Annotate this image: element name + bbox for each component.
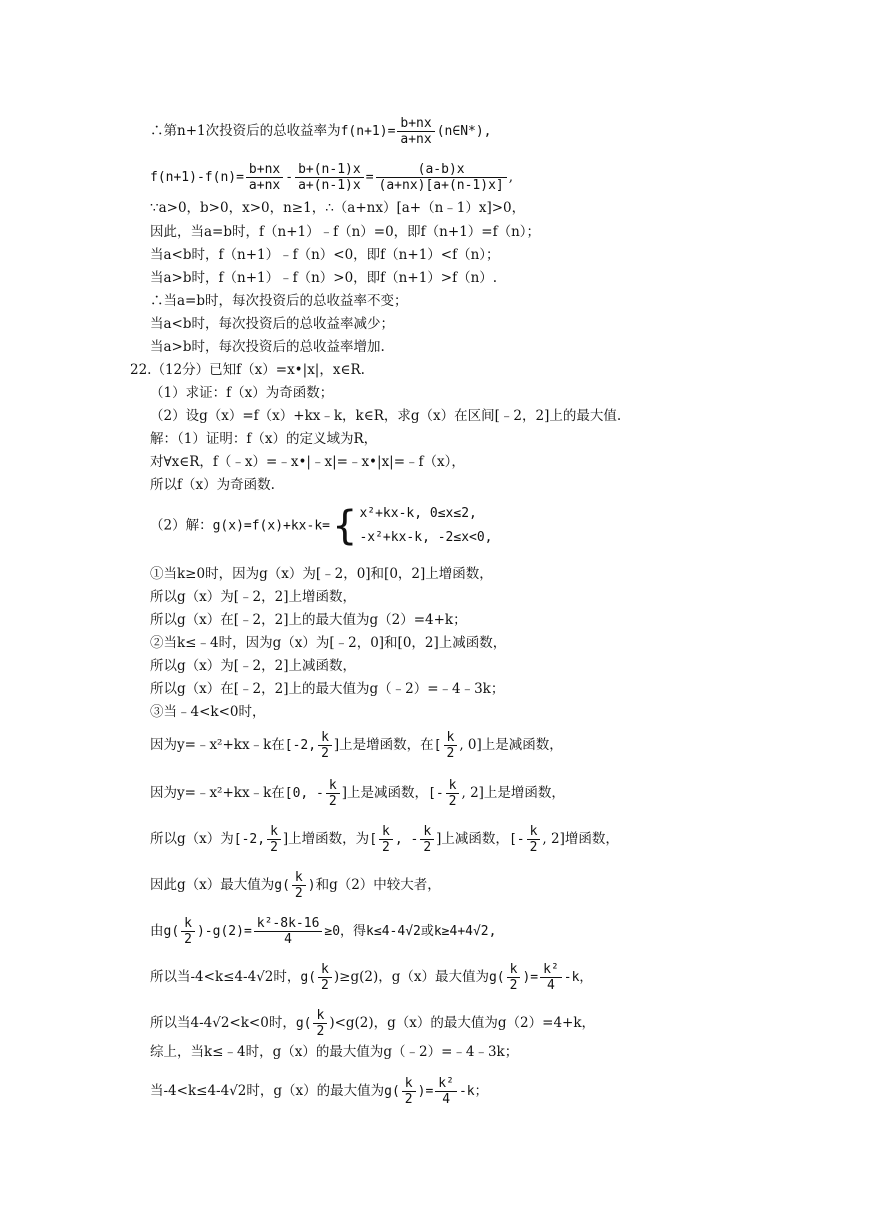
text: ∴第n+1次投资后的总收益率为 xyxy=(150,123,341,139)
text: 由 xyxy=(150,923,164,939)
formula: , - xyxy=(394,832,419,847)
formula: g( xyxy=(163,924,180,939)
text-line: 对∀x∈R，f（﹣x）=﹣x•|﹣x|=﹣x•|x|=﹣f（x）， xyxy=(150,454,465,470)
text-line: （2）设g（x）=f（x）+kx﹣k，k∈R，求g（x）在区间[﹣2，2]上的最大值. xyxy=(150,408,622,424)
text: ]上增函数，为 xyxy=(282,831,370,847)
text-line: 解：（1）证明：f（x）的定义域为R， xyxy=(150,431,378,447)
text-line: 所以g（x）为[﹣2，2]上增函数， xyxy=(150,589,356,605)
text-line xyxy=(150,1008,595,1039)
numerator: b+nx xyxy=(397,116,434,132)
text: （2）解： xyxy=(150,517,213,534)
denominator: 2 xyxy=(423,840,432,855)
fraction xyxy=(295,162,364,193)
case-line: -x²+kx-k, -2≤x<0, xyxy=(359,530,493,545)
fraction xyxy=(376,162,507,193)
fraction xyxy=(318,962,332,993)
numerator: k²-8k-16 xyxy=(254,916,323,932)
formula: g(x)=f(x)+kx-k= xyxy=(212,518,330,534)
text: 因为y=﹣x²+kx﹣k在 xyxy=(150,785,285,801)
text: ]上是增函数，在 xyxy=(333,737,434,753)
numerator: k xyxy=(444,730,458,746)
text: 因为y=﹣x²+kx﹣k在 xyxy=(150,737,285,753)
formula: ≥0，得k≤4-4√2或k≥4+4√2, xyxy=(324,924,497,939)
numerator: k xyxy=(507,962,521,978)
text: )≥g(2)，g（x）最大值为 xyxy=(333,969,489,985)
text-line xyxy=(150,824,619,855)
numerator: k xyxy=(402,1076,416,1092)
formula: (n∈N*), xyxy=(436,124,492,139)
numerator: b+nx xyxy=(246,162,283,178)
denominator: 2 xyxy=(316,1024,325,1039)
fraction xyxy=(527,824,541,855)
numerator: (a-b)x xyxy=(376,162,507,178)
text-line: 当a<b时，每次投资后的总收益率减少； xyxy=(150,316,395,332)
formula: )= xyxy=(522,970,539,985)
fraction xyxy=(446,778,460,809)
text-line xyxy=(150,962,592,993)
denominator: 4 xyxy=(284,932,292,947)
fraction xyxy=(402,1076,416,1107)
text-line: 所以f（x）为奇函数. xyxy=(150,477,275,493)
denominator: a+nx xyxy=(248,178,281,193)
numerator: k xyxy=(313,1008,327,1024)
denominator: 2 xyxy=(509,978,518,993)
text-line xyxy=(150,870,441,901)
numerator: k² xyxy=(540,962,562,978)
piecewise-cases xyxy=(359,502,492,550)
denominator: 2 xyxy=(294,886,303,901)
numerator: k xyxy=(267,824,281,840)
text: 所以g（x）为 xyxy=(150,831,234,847)
numerator: k xyxy=(446,778,460,794)
text-line: 当a>b时，每次投资后的总收益率增加. xyxy=(150,339,385,355)
formula: [ xyxy=(433,738,442,753)
denominator: 2 xyxy=(446,746,455,761)
denominator: a+(n-1)x xyxy=(298,178,361,193)
text: 所以当4-4√2<k<0时， xyxy=(150,1015,296,1031)
text: 当-4<k≤4-4√2时，g（x）的最大值为 xyxy=(150,1083,385,1099)
text: , xyxy=(508,169,514,185)
text-line xyxy=(150,916,496,947)
formula: g( xyxy=(274,878,290,893)
text-line xyxy=(150,502,493,550)
formula: [- xyxy=(508,832,525,847)
fraction xyxy=(313,1008,327,1039)
fraction xyxy=(444,730,458,761)
denominator: 2 xyxy=(529,840,538,855)
text-line xyxy=(150,730,563,761)
formula: g( xyxy=(300,970,317,985)
denominator: 2 xyxy=(404,1092,413,1107)
formula: )= xyxy=(417,1084,434,1099)
formula: g( xyxy=(488,970,505,985)
case-line: x²+kx-k, 0≤x≤2, xyxy=(359,506,477,521)
denominator: 2 xyxy=(184,932,192,947)
text-line: 所以g（x）为[﹣2，2]上减函数， xyxy=(150,658,356,674)
text-line: 当a<b时，f（n+1）﹣f（n）<0，即f（n+1）<f（n）； xyxy=(150,247,500,263)
formula: g( xyxy=(295,1016,312,1031)
formula: [ xyxy=(369,832,378,847)
formula: [-2, xyxy=(233,832,266,847)
formula: -k， xyxy=(563,970,593,985)
formula: ) xyxy=(307,878,316,893)
fraction xyxy=(435,1076,457,1107)
fraction xyxy=(326,778,340,809)
text-line xyxy=(150,778,565,809)
text-line xyxy=(150,162,513,193)
text-line: ③当﹣4<k<0时， xyxy=(150,704,266,720)
text-line: （1）求证：f（x）为奇函数； xyxy=(150,385,334,401)
text-line: 所以g（x）在[﹣2，2]上的最大值为g（﹣2）=﹣4﹣3k； xyxy=(150,681,505,697)
formula: f(n+1)-f(n)= xyxy=(150,170,244,185)
formula: g( xyxy=(384,1084,400,1099)
text: ]上减函数， xyxy=(436,831,509,847)
numerator: k xyxy=(420,824,434,840)
text-line xyxy=(150,1076,488,1107)
text: 所以当-4<k≤4-4√2时， xyxy=(150,969,301,985)
fraction xyxy=(292,870,306,901)
text-line: 当a>b时，f（n+1）﹣f（n）>0，即f（n+1）>f（n）. xyxy=(150,270,498,286)
formula: f(n+1)= xyxy=(340,124,396,139)
denominator: 4 xyxy=(547,978,555,993)
text-line: ∴当a=b时，每次投资后的总收益率不变； xyxy=(150,293,408,309)
text: 因此g（x）最大值为 xyxy=(150,877,275,893)
numerator: k xyxy=(292,870,306,886)
text: , 2]上是增函数， xyxy=(461,785,565,801)
fraction xyxy=(420,824,434,855)
text-line xyxy=(150,116,492,147)
denominator: 2 xyxy=(382,840,390,855)
denominator: 2 xyxy=(321,978,329,993)
numerator: k xyxy=(527,824,541,840)
formula: [- xyxy=(428,786,444,801)
formula: )-g(2)= xyxy=(196,924,252,939)
brace-symbol: { xyxy=(332,503,358,549)
numerator: k xyxy=(326,778,340,794)
operator: - xyxy=(285,170,294,185)
formula: [0, - xyxy=(284,786,324,801)
text: 和g（2）中较大者， xyxy=(315,877,441,893)
text: )<g(2)，g（x）的最大值为g（2）=4+k， xyxy=(329,1015,596,1031)
text: , 0]上是减函数， xyxy=(459,737,563,753)
denominator: a+nx xyxy=(400,132,432,147)
formula: -k； xyxy=(458,1084,488,1099)
fraction xyxy=(318,730,332,761)
text: ]上是减函数， xyxy=(341,785,428,801)
numerator: k xyxy=(379,824,393,840)
formula: [-2, xyxy=(284,738,317,753)
text-line: ∵a>0，b>0，x>0，n≥1，∴（a+nx）[a+（n﹣1）x]>0， xyxy=(150,200,526,216)
denominator: 2 xyxy=(270,840,278,855)
numerator: k xyxy=(181,916,195,932)
fraction xyxy=(267,824,281,855)
text-line: ①当k≥0时，因为g（x）为[﹣2，0]和[0，2]上增函数， xyxy=(150,566,493,582)
numerator: k xyxy=(318,962,332,978)
fraction xyxy=(397,116,434,147)
question-title: 22.（12分）已知f（x）=x•|x|，x∈R. xyxy=(130,362,365,378)
text: , 2]增函数， xyxy=(542,831,619,847)
denominator: 2 xyxy=(448,794,457,809)
denominator: (a+nx)[a+(n-1)x] xyxy=(378,178,504,193)
denominator: 2 xyxy=(328,794,337,809)
fraction xyxy=(254,916,323,947)
numerator: k xyxy=(318,730,332,746)
text-line: ②当k≤﹣4时，因为g（x）为[﹣2，0]和[0，2]上减函数， xyxy=(150,635,507,651)
text-line: 所以g（x）在[﹣2，2]上的最大值为g（2）=4+k； xyxy=(150,612,467,628)
fraction xyxy=(507,962,521,993)
fraction xyxy=(540,962,562,993)
numerator: k² xyxy=(435,1076,457,1092)
denominator: 2 xyxy=(321,746,329,761)
text-line: 因此，当a=b时，f（n+1）﹣f（n）=0，即f（n+1）=f（n）； xyxy=(150,224,541,240)
fraction xyxy=(181,916,195,947)
operator: = xyxy=(365,170,374,185)
denominator: 4 xyxy=(442,1092,451,1107)
fraction xyxy=(246,162,283,193)
text-line: 综上，当k≤﹣4时，g（x）的最大值为g（﹣2）=﹣4﹣3k； xyxy=(150,1044,519,1060)
fraction xyxy=(379,824,393,855)
numerator: b+(n-1)x xyxy=(295,162,364,178)
